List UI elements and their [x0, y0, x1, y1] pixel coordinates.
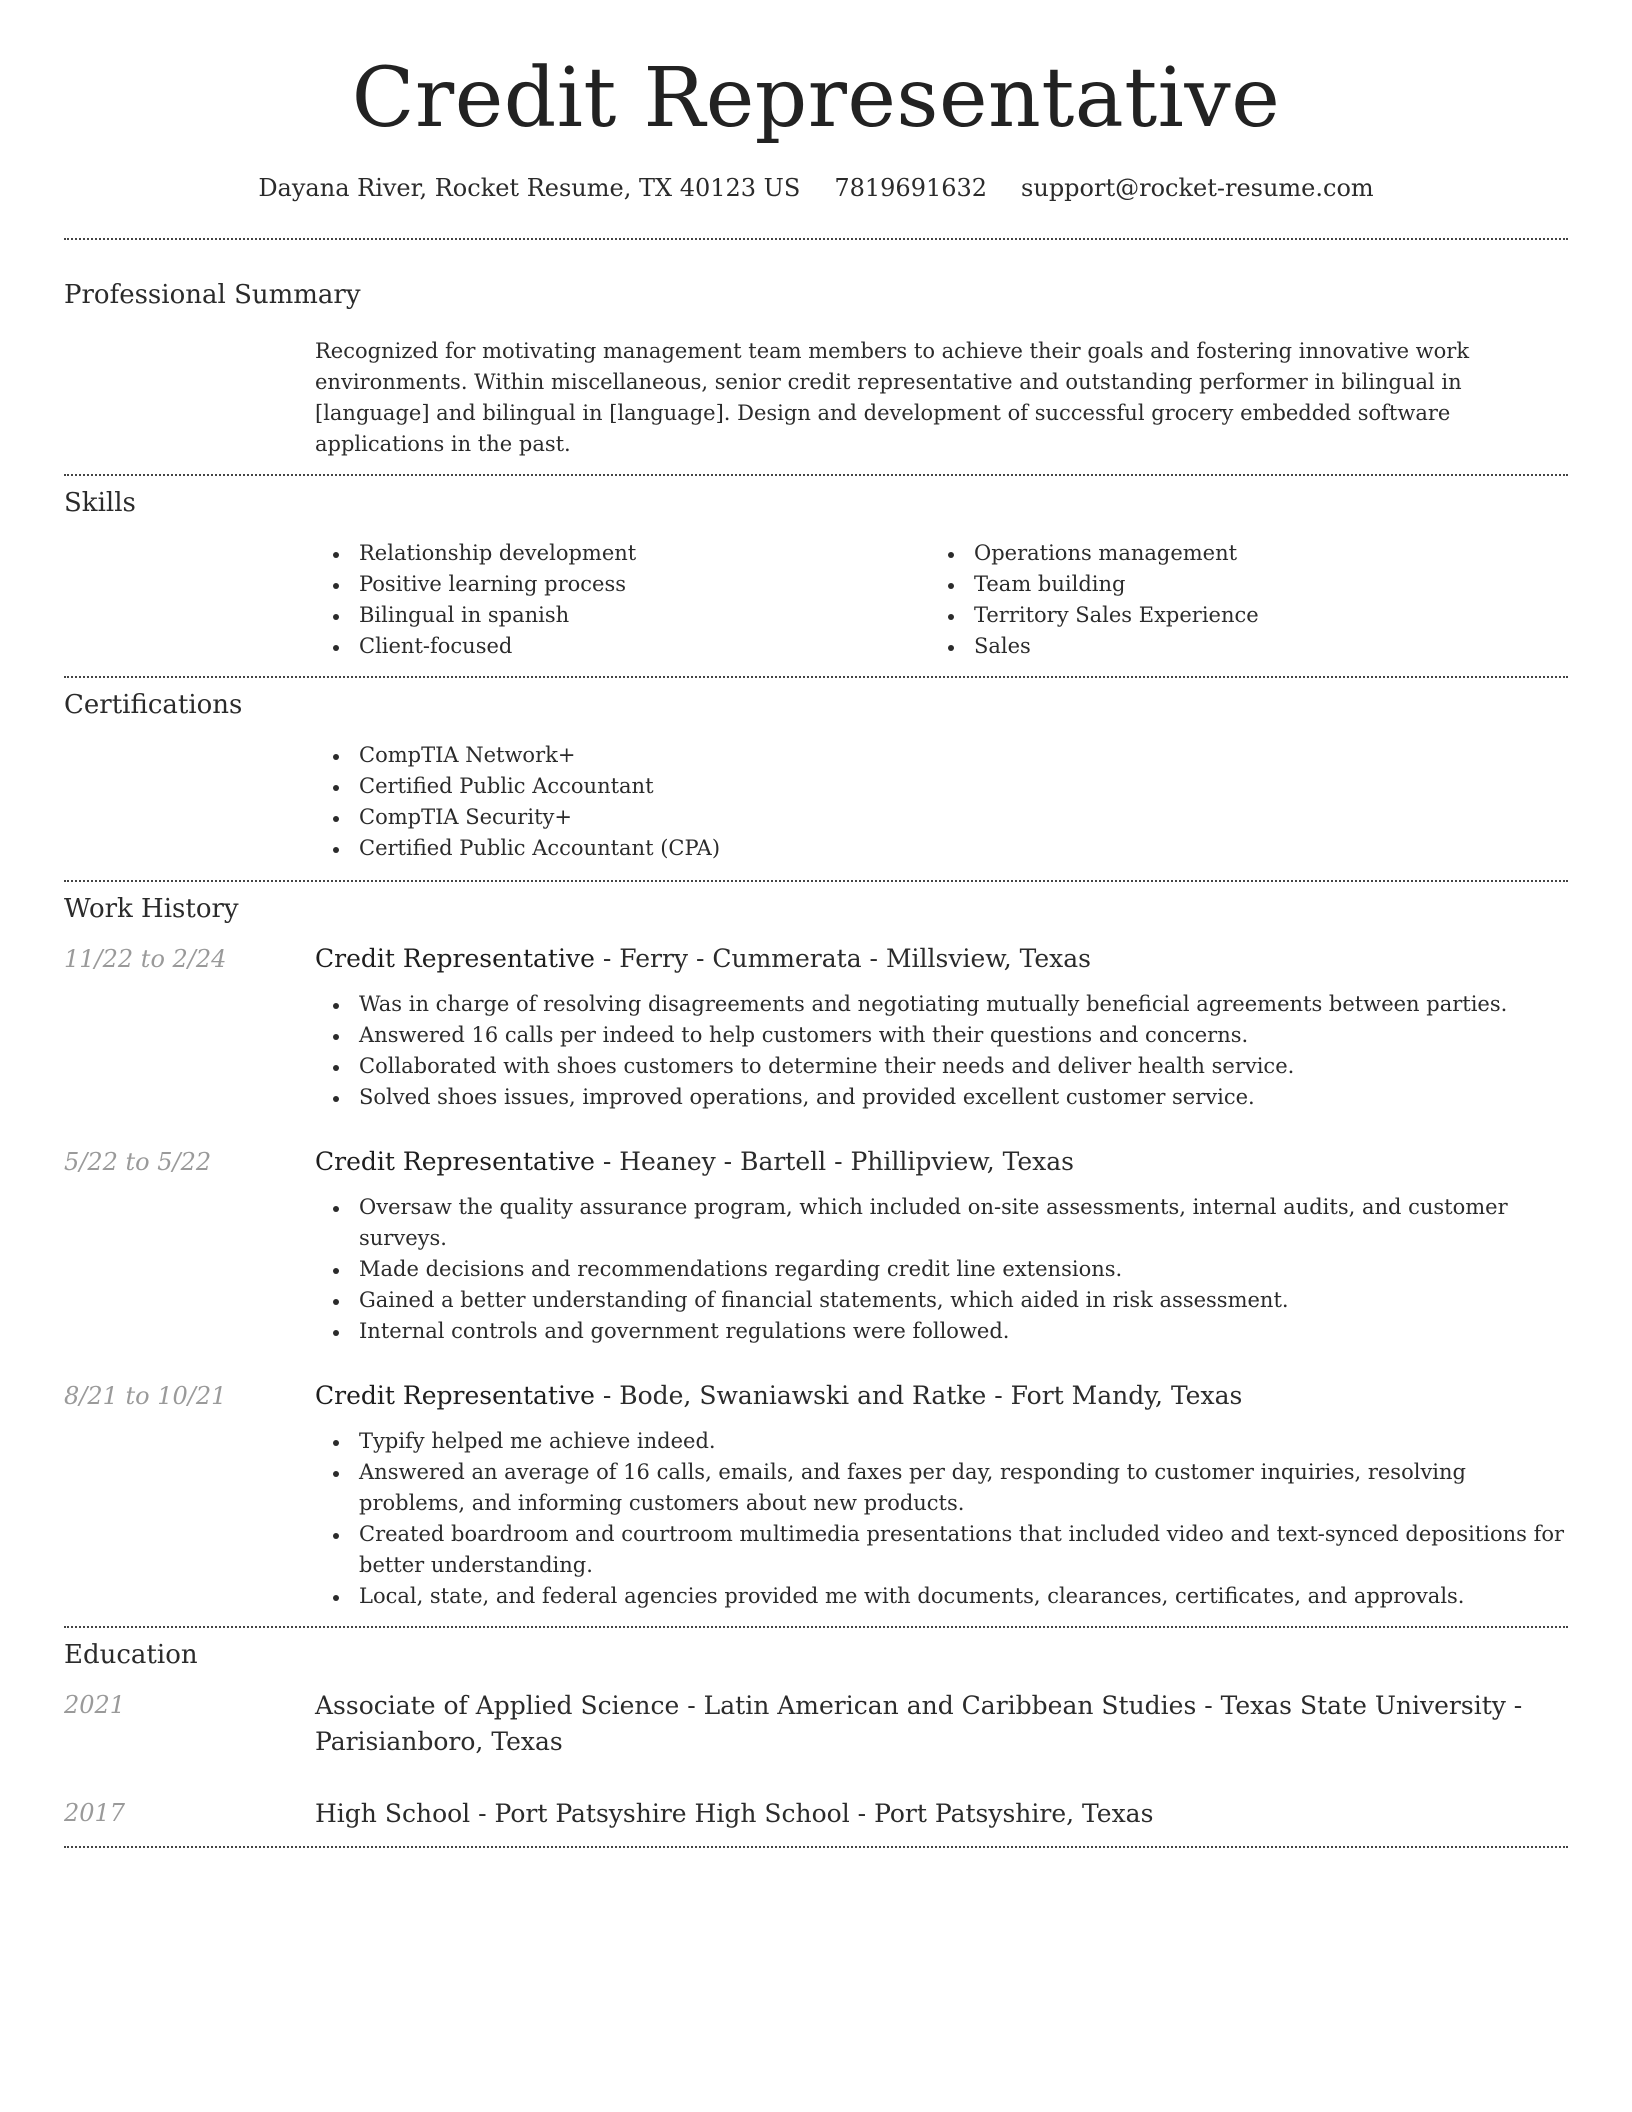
job-employer: - Bode, Swaniawski and Ratke - Fort Mandy, Texas [594, 1381, 1243, 1411]
section-title-work: Work History [64, 894, 239, 925]
skill-item: Bilingual in spanish [315, 600, 930, 631]
skill-item: Relationship development [315, 538, 930, 569]
skill-item: Operations management [930, 538, 1545, 569]
education-year: 2021 [64, 1691, 126, 1720]
section-title-skills: Skills [64, 488, 136, 519]
skills-list-left [315, 538, 930, 662]
job-duties [315, 989, 1568, 1113]
duty-item: Created boardroom and courtroom multimedia presentations that included video and text-synced depositions for better understanding. [315, 1519, 1568, 1581]
section-divider [64, 1846, 1568, 1848]
duty-item: Collaborated with shoes customers to determine their needs and deliver health service. [315, 1051, 1568, 1082]
education-section [64, 1628, 1568, 1846]
resume-header [64, 0, 1568, 202]
duty-item: Solved shoes issues, improved operations, and provided excellent customer service. [315, 1082, 1568, 1113]
contact-line [64, 174, 1568, 202]
skill-item: Territory Sales Experience [930, 600, 1545, 631]
duty-item: Local, state, and federal agencies provided me with documents, clearances, certificates, and approvals. [315, 1581, 1568, 1612]
duty-item: Gained a better understanding of financial statements, which aided in risk assessment. [315, 1285, 1568, 1316]
contact-address: Dayana River, Rocket Resume, TX 40123 US [258, 174, 801, 203]
certification-item: Certified Public Accountant [315, 771, 1568, 802]
duty-item: Typify helped me achieve indeed. [315, 1426, 1568, 1457]
job-role: Credit Representative [315, 1381, 595, 1411]
section-title-certifications: Certifications [64, 690, 243, 721]
skills-grid [315, 538, 1568, 676]
job-employer: - Ferry - Cummerata - Millsview, Texas [594, 944, 1091, 974]
job-dates: 5/22 to 5/22 [64, 1148, 212, 1177]
education-entry [64, 1688, 1568, 1796]
job-employer: - Heaney - Bartell - Phillipview, Texas [594, 1147, 1074, 1177]
job-title [315, 1145, 1568, 1179]
education-year: 2017 [64, 1799, 126, 1828]
certifications-list [315, 740, 1568, 880]
duty-item: Answered 16 calls per indeed to help customers with their questions and concerns. [315, 1020, 1568, 1051]
duty-item: Internal controls and government regulations were followed. [315, 1316, 1568, 1347]
job-title [315, 942, 1568, 976]
job-duties [315, 1426, 1568, 1612]
job-entry [64, 942, 1568, 1145]
job-entry [64, 1379, 1568, 1626]
education-school: - Texas State University - Parisianboro, Texas [315, 1691, 1523, 1757]
work-history-section [64, 882, 1568, 1626]
job-title [315, 1379, 1568, 1413]
contact-phone: 7819691632 [834, 174, 988, 203]
skill-item: Client-focused [315, 631, 930, 662]
job-dates: 11/22 to 2/24 [64, 945, 227, 974]
skill-item: Positive learning process [315, 569, 930, 600]
education-details [315, 1688, 1568, 1760]
contact-email: support@rocket-resume.com [1021, 174, 1374, 203]
summary-text: Recognized for motivating management team members to achieve their goals and fostering innovative work environments. Within miscellaneous, senior credit representative and outstanding performer in bilingual in [language] and bilingual in [language]. Design and development of successful grocery embedded software applications in the past. [315, 339, 1470, 457]
summary-section [64, 240, 1568, 474]
section-title-summary: Professional Summary [64, 280, 361, 311]
certification-item: CompTIA Network+ [315, 740, 1568, 771]
education-degree: Associate of Applied Science - Latin American and Caribbean Studies [315, 1691, 1197, 1721]
duty-item: Made decisions and recommendations regarding credit line extensions. [315, 1254, 1568, 1285]
skill-item: Sales [930, 631, 1545, 662]
certifications-section [64, 678, 1568, 880]
duty-item: Was in charge of resolving disagreements and negotiating mutually beneficial agreements between parties. [315, 989, 1568, 1020]
education-degree: High School [315, 1799, 471, 1829]
resume-name: Credit Representative [351, 51, 1281, 146]
section-title-education: Education [64, 1640, 198, 1671]
job-role: Credit Representative [315, 944, 595, 974]
education-entry [64, 1796, 1568, 1846]
job-role: Credit Representative [315, 1147, 595, 1177]
job-duties [315, 1192, 1568, 1347]
job-entry [64, 1145, 1568, 1379]
job-dates: 8/21 to 10/21 [64, 1382, 227, 1411]
duty-item: Oversaw the quality assurance program, which included on-site assessments, internal audits, and customer surveys. [315, 1192, 1568, 1254]
certification-item: Certified Public Accountant (CPA) [315, 833, 1568, 864]
skill-item: Team building [930, 569, 1545, 600]
education-school: - Port Patsyshire High School - Port Patsyshire, Texas [470, 1799, 1154, 1829]
skills-list-right [930, 538, 1545, 662]
education-details [315, 1796, 1568, 1832]
duty-item: Answered an average of 16 calls, emails, and faxes per day, responding to customer inquiries, resolving problems, and informing customers about new products. [315, 1457, 1568, 1519]
certification-item: CompTIA Security+ [315, 802, 1568, 833]
skills-section [64, 476, 1568, 676]
